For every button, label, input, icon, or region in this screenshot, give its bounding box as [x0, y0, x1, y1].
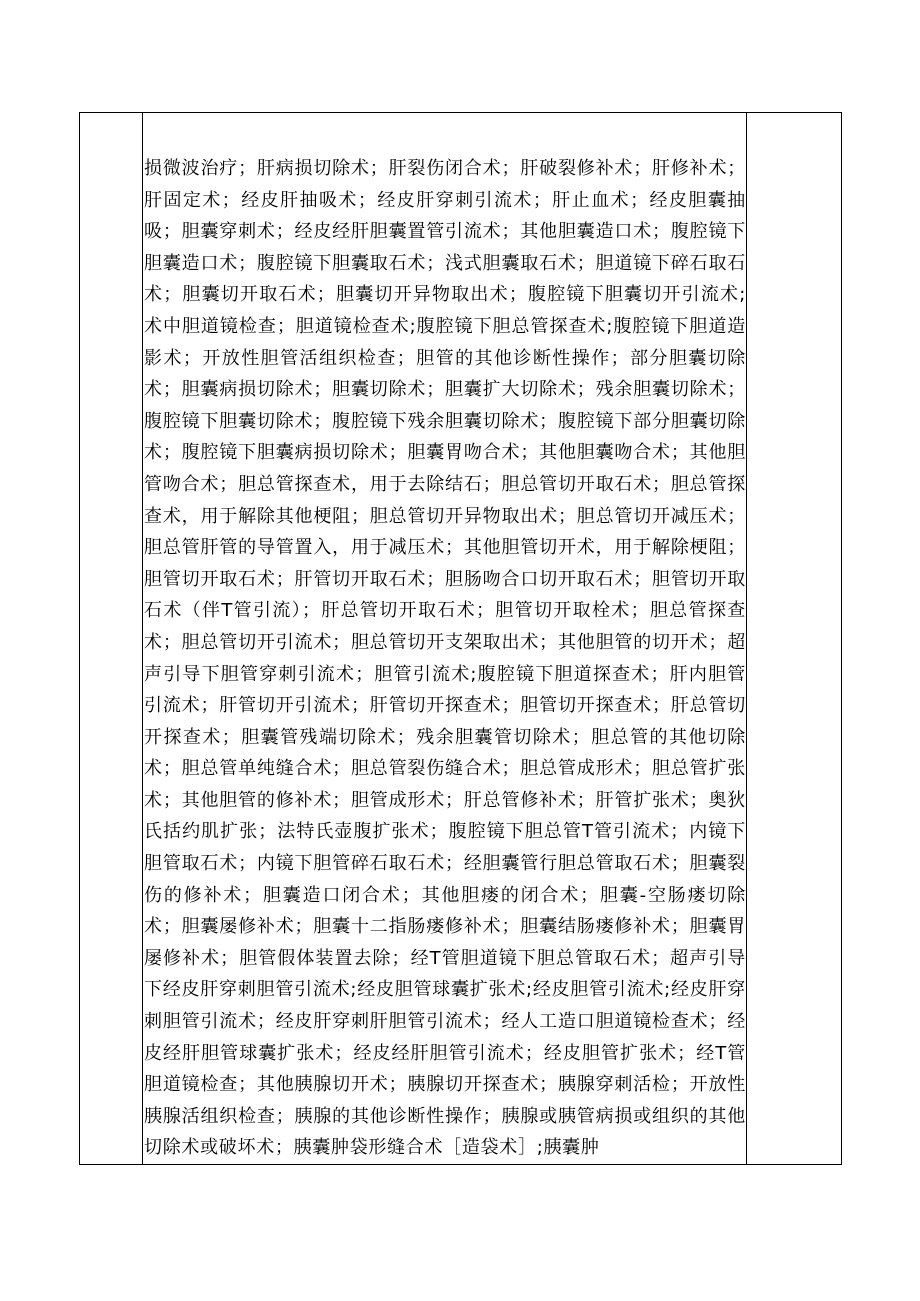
content-cell — [143, 113, 747, 1165]
left-cell — [80, 113, 143, 1165]
table-row — [80, 113, 842, 1165]
procedure-list-text: 损微波治疗；肝病损切除术；肝裂伤闭合术；肝破裂修补术；肝修补术；肝固定术；经皮肝抽吸术；经皮肝穿刺引流术；肝止血术；经皮胆囊抽吸；胆囊穿刺术；经皮经肝胆囊置管引流术；其他胆囊造口术；腹腔镜下胆囊造口术；腹腔镜下胆囊取石术；浅式胆囊取石术；胆道镜下碎石取石术；胆囊切开取石术；胆囊切开异物取出术；腹腔镜下胆囊切开引流术;术中胆道镜检查；胆道镜检查术;腹腔镜下胆总管探查术;腹腔镜下胆道造影术；开放性胆管活组织检查；胆管的其他诊断性操作；部分胆囊切除术；胆囊病损切除术；胆囊切除术；胆囊扩大切除术；残余胆囊切除术；腹腔镜下胆囊切除术；腹腔镜下残余胆囊切除术；腹腔镜下部分胆囊切除术；腹腔镜下胆囊病损切除术；胆囊胃吻合术；其他胆囊吻合术；其他胆管吻合术；胆总管探查术，用于去除结石；胆总管切开取石术；胆总管探查术，用于解除其他梗阻；胆总管切开异物取出术；胆总管切开减压术；胆总管肝管的导管置入，用于减压术；其他胆管切开术，用于解除梗阻；胆管切开取石术；肝管切开取石术；胆肠吻合口切开取石术；胆管切开取石术（伴T管引流）；肝总管切开取石术；胆管切开取栓术；胆总管探查术；胆总管切开引流术；胆总管切开支架取出术；其他胆管的切开术；超声引导下胆管穿刺引流术；胆管引流术;腹腔镜下胆道探查术；肝内胆管引流术；肝管切开引流术；肝管切开探查术；胆管切开探查术；肝总管切开探查术；胆囊管残端切除术；残余胆囊管切除术；胆总管的其他切除术；胆总管单纯缝合术；胆总管裂伤缝合术；胆总管成形术；胆总管扩张术；其他胆管的修补术；胆管成形术；肝总管修补术；肝管扩张术；奥狄氏括约肌扩张；法特氏壶腹扩张术；腹腔镜下胆总管T管引流术；内镜下胆管取石术；内镜下胆管碎石取石术；经胆囊管行胆总管取石术；胆囊裂伤的修补术；胆囊造口闭合术；其他胆瘘的闭合术；胆囊-空肠瘘切除术；胆囊屡修补术；胆囊十二指肠瘘修补术；胆囊结肠瘘修补术；胆囊胃屡修补术；胆管假体装置去除；经T管胆道镜下胆总管取石术；超声引导下经皮肝穿刺胆管引流术;经皮胆管球囊扩张术;经皮胆管引流术;经皮肝穿刺胆管引流术；经皮肝穿刺肝胆管引流术；经人工造口胆道镜检查术；经皮经肝胆管球囊扩张术；经皮经肝胆管引流术；经皮胆管扩张术；经T管胆道镜检查；其他胰腺切开术；胰腺切开探查术；胰腺穿刺活检；开放性胰腺活组织检查；胰腺的其他诊断性操作；胰腺或胰管病损或组织的其他切除术或破坏术；胰囊肿袋形缝合术［造袋术］;胰囊肿 — [144, 158, 746, 1159]
right-cell — [747, 113, 842, 1165]
procedure-table — [79, 112, 842, 1165]
